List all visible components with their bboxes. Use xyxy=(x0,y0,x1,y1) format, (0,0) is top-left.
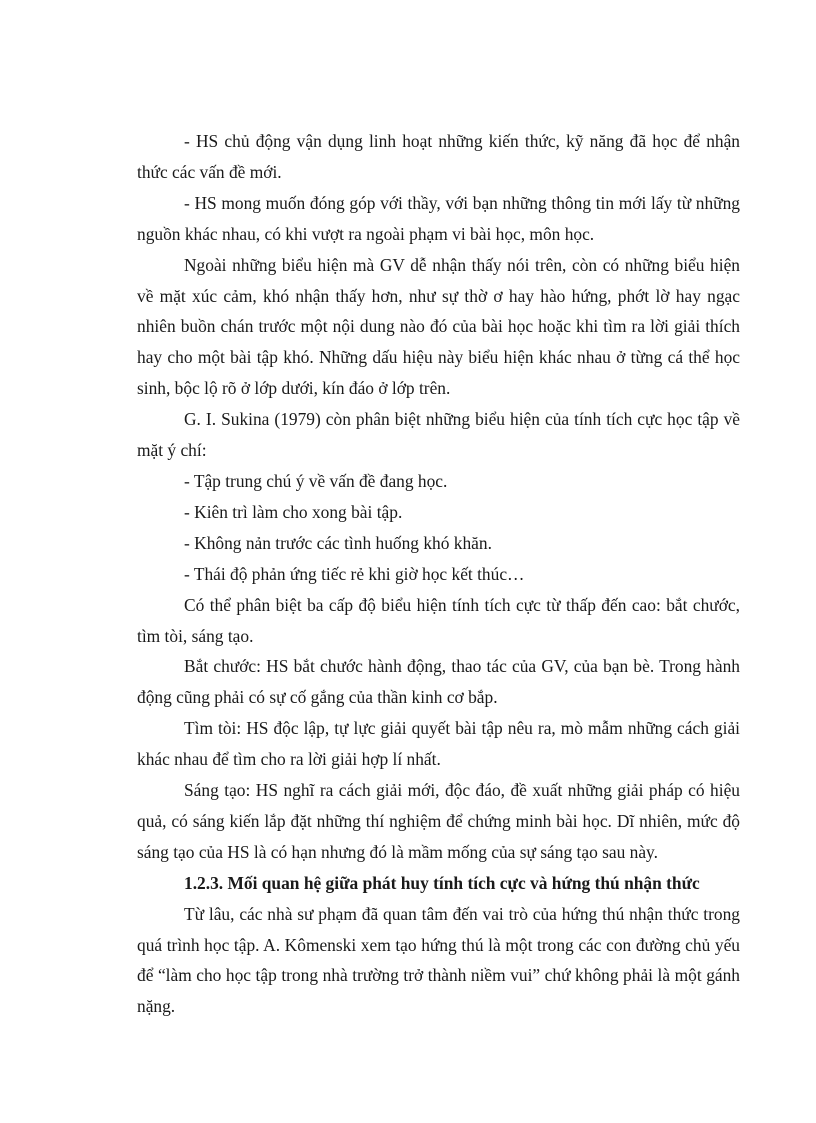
list-item: - Không nản trước các tình huống khó khăn. xyxy=(184,532,492,553)
document-page xyxy=(137,126,740,1022)
paragraph-active-application: - HS chủ động vận dụng linh hoạt những kiến thức, kỹ năng đã học để nhận thức các vấn đề mới. xyxy=(137,131,740,182)
paragraph-creativity: Sáng tạo: HS nghĩ ra cách giải mới, độc đáo, đề xuất những giải pháp có hiệu quả, có sáng kiến lắp đặt những thí nghiệm để chứng minh bài học. Dĩ nhiên, mức độ sáng tạo của HS là có hạn nhưng đó là mầm mống của sự sáng tạo sau này. xyxy=(137,780,740,862)
section-heading: 1.2.3. Mối quan hệ giữa phát huy tính tích cực và hứng thú nhận thức xyxy=(184,872,700,893)
list-item: - Kiên trì làm cho xong bài tập. xyxy=(184,501,403,522)
list-item: - Tập trung chú ý về vấn đề đang học. xyxy=(184,470,448,491)
paragraph-exploration: Tìm tòi: HS độc lập, tự lực giải quyết bài tập nêu ra, mò mẫm những cách giải khác nhau để tìm cho ra lời giải hợp lí nhất. xyxy=(137,718,740,770)
paragraph-contribute-info: - HS mong muốn đóng góp với thầy, với bạn những thông tin mới lấy từ những nguồn khác nhau, có khi vượt ra ngoài phạm vi bài học, môn học. xyxy=(137,192,740,244)
paragraph-interest: Từ lâu, các nhà sư phạm đã quan tâm đến vai trò của hứng thú nhận thức trong quá trình học tập. A. Kômenski xem tạo hứng thú là một trong các con đường chủ yếu để “làm cho học tập trong nhà trường trở thành niềm vui” chứ không phải là một gánh nặng. xyxy=(137,903,740,1017)
paragraph-imitation: Bắt chước: HS bắt chước hành động, thao tác của GV, của bạn bè. Trong hành động cũng phải có sự cố gắng của thần kinh cơ bắp. xyxy=(137,656,740,708)
list-item: - Thái độ phản ứng tiếc rẻ khi giờ học kết thúc… xyxy=(184,563,525,584)
paragraph-sukina-will: G. I. Sukina (1979) còn phân biệt những biểu hiện của tính tích cực học tập về mặt ý chí: xyxy=(137,409,740,461)
paragraph-emotional-signs: Ngoài những biểu hiện mà GV dễ nhận thấy nói trên, còn có những biểu hiện về mặt xúc cảm, khó nhận thấy hơn, như sự thờ ơ hay hào hứng, phớt lờ hay ngạc nhiên buồn chán trước một nội dung nào đó của bài học hoặc khi tìm ra lời giải thích hay cho một bài tập khó. Những dấu hiệu này biểu hiện khác nhau ở từng cá thể học sinh, bộc lộ rõ ở lớp dưới, kín đáo ở lớp trên. xyxy=(137,254,740,399)
paragraph-three-levels: Có thể phân biệt ba cấp độ biểu hiện tính tích cực từ thấp đến cao: bắt chước, tìm tòi, sáng tạo. xyxy=(137,594,740,646)
